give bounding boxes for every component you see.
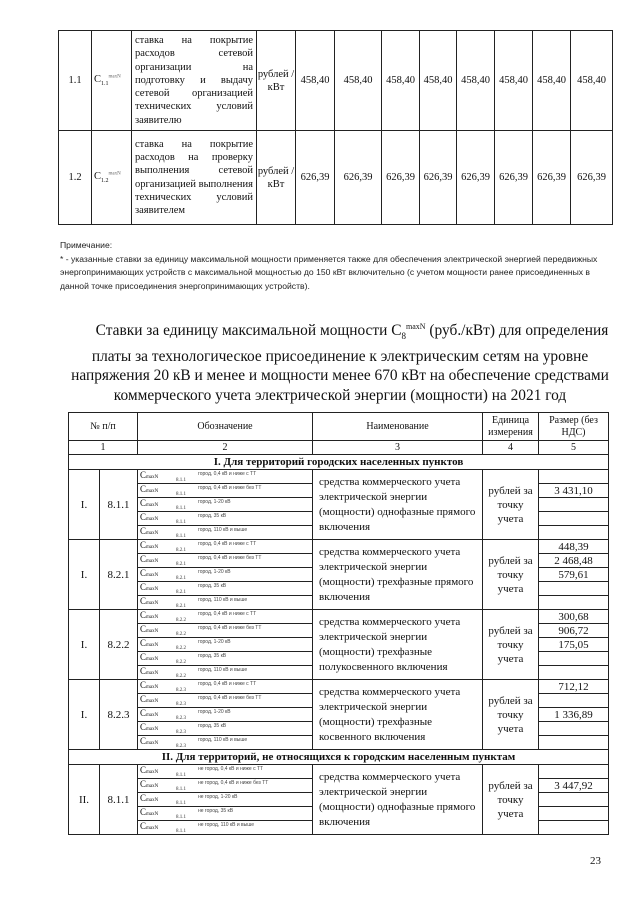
designation-cell (138, 484, 313, 498)
rate-value: 626,39 (533, 131, 571, 225)
note-heading: Примечание: (60, 240, 113, 250)
designation-cell (138, 470, 313, 484)
table-row (69, 610, 609, 624)
designation-code: 8.2.1 (176, 562, 186, 567)
size-value (539, 596, 609, 610)
designation-code: 8.2.2 (176, 646, 186, 651)
table-row (59, 31, 613, 131)
designation-code: 8.2.2 (176, 660, 186, 665)
symbol-sup: maxN (108, 74, 121, 80)
col-number: 5 (539, 441, 609, 455)
size-value: 2 468,48 (539, 554, 609, 568)
section-title: I. Для территорий городских населенных пунктов (69, 455, 609, 470)
note (60, 239, 605, 293)
designation-cell (138, 568, 313, 582)
designation-symbol (140, 498, 176, 508)
col-number: 4 (483, 441, 539, 455)
symbol-letter: C (140, 596, 147, 606)
designation-symbol (140, 638, 176, 648)
designation-label: город, 1-20 кВ (198, 639, 231, 645)
designation-cell (138, 765, 313, 779)
symbol-letter: C (140, 526, 147, 536)
table-row (69, 680, 609, 694)
designation-code: 8.2.1 (176, 604, 186, 609)
symbol-sub: 1.1 (101, 81, 109, 88)
symbol-sub: maxN (146, 770, 159, 775)
designation-code: 8.1.1 (176, 801, 186, 806)
symbol: C (94, 170, 102, 182)
rate-value: 458,40 (296, 31, 335, 131)
row-number: 1.2 (59, 131, 92, 225)
symbol-sub: maxN (146, 629, 159, 634)
designation-code: 8.2.3 (176, 688, 186, 693)
symbol-letter: C (140, 708, 147, 718)
designation-symbol (140, 807, 176, 817)
title-pre: Ставки за единицу максимальной мощности С (95, 322, 402, 340)
header-num: № п/п (69, 413, 138, 441)
table-row (69, 470, 609, 484)
designation-label: город, 0,4 кВ и ниже с ТТ (198, 681, 257, 687)
group-code: 8.2.2 (100, 610, 138, 680)
rate-description: ставка на покрытие расходов сетевой организации на подготовку и выдачу сетевой организацией технических условий заявителю (132, 31, 257, 131)
symbol-letter: C (140, 807, 147, 817)
designation-cell (138, 680, 313, 694)
symbol-sub: maxN (146, 784, 159, 789)
designation-cell (138, 540, 313, 554)
rate-value: 626,39 (382, 131, 420, 225)
size-value (539, 526, 609, 540)
symbol-letter: C (140, 498, 147, 508)
rate-description: ставка на покрытие расходов на проверку выполнения сетевой организацией выполнения технических условий заявителем (132, 131, 257, 225)
symbol-sub: maxN (146, 615, 159, 620)
symbol-letter: C (140, 638, 147, 648)
designation-cell (138, 610, 313, 624)
designation-label: город, 35 кВ (198, 583, 227, 589)
col-number: 1 (69, 441, 138, 455)
size-value (539, 807, 609, 821)
size-value (539, 498, 609, 512)
rate-unit: рублей /кВт (257, 131, 296, 225)
size-value: 3 431,10 (539, 484, 609, 498)
note-text: * - указанные ставки за единицу максимальной мощности применяется также для обеспечения электрической энергией передвижных энергопринимающих устройств с максимальной мощностью до 150 кВт включительно (с учетом мощности ранее присоединенных в данной точке присоединения энергопринимающих устройств). (60, 253, 598, 291)
designation-symbol (140, 540, 176, 550)
symbol-letter: C (140, 793, 147, 803)
designation-cell (138, 596, 313, 610)
designation-symbol (140, 779, 176, 789)
symbol-sub: maxN (146, 489, 159, 494)
size-value (539, 470, 609, 484)
metering-rates-table (68, 412, 609, 835)
designation-symbol (140, 722, 176, 732)
size-value (539, 652, 609, 666)
symbol-letter: C (140, 582, 147, 592)
designation-code: 8.2.3 (176, 730, 186, 735)
symbol-sub: maxN (146, 643, 159, 648)
col-number: 2 (138, 441, 313, 455)
group-code: 8.1.1 (100, 470, 138, 540)
designation-label: город, 0,4 кВ и ниже с ТТ (198, 541, 257, 547)
symbol-letter: C (140, 540, 147, 550)
rate-unit: рублей /кВт (257, 31, 296, 131)
group-unit: рублей за точку учета (483, 765, 539, 835)
size-value: 175,05 (539, 638, 609, 652)
section-title: II. Для территорий, не относящихся к городским населенным пунктам (69, 750, 609, 765)
designation-symbol (140, 680, 176, 690)
designation-code: 8.1.1 (176, 829, 186, 834)
symbol-sub: maxN (146, 587, 159, 592)
designation-code: 8.2.3 (176, 744, 186, 749)
designation-cell (138, 666, 313, 680)
size-value (539, 765, 609, 779)
designation-cell (138, 708, 313, 722)
symbol-letter: C (140, 484, 147, 494)
designation-label: не город, 0,4 кВ и ниже без ТТ (198, 780, 269, 786)
column-number-row (69, 441, 609, 455)
section-row (69, 750, 609, 765)
designation-label: город, 0,4 кВ и ниже без ТТ (198, 625, 262, 631)
symbol-sub: maxN (146, 475, 159, 480)
group-name: средства коммерческого учета электрической энергии (мощности) трехфазные косвенного включения (313, 680, 483, 750)
symbol-sub: maxN (146, 727, 159, 732)
symbol-letter: C (140, 722, 147, 732)
size-value (539, 666, 609, 680)
title-rest: платы за технологическое присоединение к электрическим сетям на уровне напряжения 20 кВ и менее и мощности менее 670 кВт на обеспечение средствами коммерческого учета электрической энергии (мощности) на 2021 год (71, 347, 609, 404)
designation-symbol (140, 666, 176, 676)
header-size: Размер (без НДС) (539, 413, 609, 441)
table-row (69, 540, 609, 554)
designation-cell (138, 821, 313, 835)
symbol-letter: C (140, 694, 147, 704)
title-sup: maxN (405, 322, 426, 331)
designation-label: город, 110 кВ и выше (198, 737, 248, 743)
group-name: средства коммерческого учета электрической энергии (мощности) однофазные прямого включения (313, 470, 483, 540)
size-value (539, 582, 609, 596)
designation-label: город, 0,4 кВ и ниже без ТТ (198, 485, 262, 491)
designation-symbol (140, 596, 176, 606)
table-row (59, 131, 613, 225)
size-value (539, 512, 609, 526)
designation-code: 8.2.2 (176, 618, 186, 623)
group-unit: рублей за точку учета (483, 540, 539, 610)
group-unit: рублей за точку учета (483, 470, 539, 540)
designation-symbol (140, 470, 176, 480)
symbol-sub: maxN (146, 699, 159, 704)
designation-symbol (140, 582, 176, 592)
designation-label: город, 0,4 кВ и ниже без ТТ (198, 555, 262, 561)
designation-cell (138, 694, 313, 708)
group-unit: рублей за точку учета (483, 610, 539, 680)
rate-value: 458,40 (533, 31, 571, 131)
header-unit: Единица измерения (483, 413, 539, 441)
symbol-sub: maxN (146, 503, 159, 508)
symbol-letter: C (140, 680, 147, 690)
symbol-letter: C (140, 554, 147, 564)
group-roman: I. (69, 470, 100, 540)
symbol-sup: maxN (108, 171, 121, 177)
size-value (539, 793, 609, 807)
designation-cell (138, 526, 313, 540)
rate-symbol (92, 131, 132, 225)
symbol-letter: C (140, 610, 147, 620)
designation-label: город, 35 кВ (198, 723, 227, 729)
designation-cell (138, 512, 313, 526)
designation-symbol (140, 526, 176, 536)
size-value (539, 821, 609, 835)
designation-code: 8.2.1 (176, 590, 186, 595)
symbol-sub: maxN (146, 531, 159, 536)
designation-symbol (140, 554, 176, 564)
rate-value: 458,40 (495, 31, 533, 131)
designation-code: 8.2.3 (176, 716, 186, 721)
symbol-letter: C (140, 821, 147, 831)
symbol-sub: maxN (146, 559, 159, 564)
designation-code: 8.1.1 (176, 773, 186, 778)
rate-value: 626,39 (335, 131, 382, 225)
symbol-sub: 1.2 (101, 178, 109, 185)
size-value (539, 736, 609, 750)
group-code: 8.1.1 (100, 765, 138, 835)
designation-label: город, 110 кВ и выше (198, 667, 248, 673)
designation-symbol (140, 610, 176, 620)
designation-symbol (140, 652, 176, 662)
size-value: 712,12 (539, 680, 609, 694)
symbol-letter: C (140, 652, 147, 662)
symbol-sub: maxN (146, 713, 159, 718)
size-value (539, 722, 609, 736)
designation-code: 8.2.1 (176, 576, 186, 581)
group-roman: I. (69, 610, 100, 680)
designation-label: город, 1-20 кВ (198, 499, 231, 505)
designation-label: город, 0,4 кВ и ниже без ТТ (198, 695, 262, 701)
size-value: 3 447,92 (539, 779, 609, 793)
page-number: 23 (590, 855, 601, 867)
designation-symbol (140, 512, 176, 522)
header-row (69, 413, 609, 441)
rate-symbol (92, 31, 132, 131)
designation-symbol (140, 765, 176, 775)
rate-value: 458,40 (457, 31, 495, 131)
designation-symbol (140, 568, 176, 578)
designation-label: не город, 110 кВ и выше (198, 822, 255, 828)
group-roman: II. (69, 765, 100, 835)
designation-symbol (140, 708, 176, 718)
symbol: C (94, 73, 102, 85)
symbol-sub: maxN (146, 685, 159, 690)
designation-label: не город, 1-20 кВ (198, 794, 238, 800)
symbol-sub: maxN (146, 545, 159, 550)
group-name: средства коммерческого учета электрической энергии (мощности) однофазные прямого включения (313, 765, 483, 835)
designation-cell (138, 652, 313, 666)
rate-value: 626,39 (420, 131, 457, 225)
symbol-sub: maxN (146, 798, 159, 803)
group-name: средства коммерческого учета электрической энергии (мощности) трехфазные прямого включения (313, 540, 483, 610)
designation-label: город, 1-20 кВ (198, 569, 231, 575)
group-name: средства коммерческого учета электрической энергии (мощности) трехфазные полукосвенного включения (313, 610, 483, 680)
designation-code: 8.1.1 (176, 492, 186, 497)
designation-symbol (140, 624, 176, 634)
symbol-letter: C (140, 624, 147, 634)
designation-symbol (140, 484, 176, 494)
designation-symbol (140, 694, 176, 704)
group-code: 8.2.3 (100, 680, 138, 750)
rate-value: 626,39 (457, 131, 495, 225)
designation-symbol (140, 736, 176, 746)
symbol-sub: maxN (146, 601, 159, 606)
symbol-letter: C (140, 765, 147, 775)
size-value: 906,72 (539, 624, 609, 638)
designation-label: город, 110 кВ и выше (198, 597, 248, 603)
designation-label: город, 35 кВ (198, 513, 227, 519)
designation-code: 8.1.1 (176, 534, 186, 539)
symbol-sub: maxN (146, 741, 159, 746)
designation-code: 8.2.2 (176, 632, 186, 637)
group-roman: I. (69, 680, 100, 750)
size-value: 579,61 (539, 568, 609, 582)
symbol-sub: maxN (146, 671, 159, 676)
designation-label: город, 0,4 кВ и ниже с ТТ (198, 471, 257, 477)
rate-value: 626,39 (495, 131, 533, 225)
designation-cell (138, 807, 313, 821)
rate-value: 458,40 (571, 31, 613, 131)
designation-code: 8.1.1 (176, 478, 186, 483)
designation-cell (138, 722, 313, 736)
designation-label: город, 35 кВ (198, 653, 227, 659)
designation-code: 8.1.1 (176, 787, 186, 792)
designation-label: не город, 0,4 кВ и ниже с ТТ (198, 766, 264, 772)
designation-code: 8.2.1 (176, 548, 186, 553)
designation-label: город, 110 кВ и выше (198, 527, 248, 533)
symbol-sub: maxN (146, 573, 159, 578)
rates-table-top (58, 30, 613, 225)
header-name: Наименование (313, 413, 483, 441)
group-code: 8.2.1 (100, 540, 138, 610)
rate-value: 458,40 (420, 31, 457, 131)
designation-cell (138, 582, 313, 596)
row-number: 1.1 (59, 31, 92, 131)
title-sub: 8 (401, 331, 406, 342)
table-row (69, 765, 609, 779)
group-unit: рублей за точку учета (483, 680, 539, 750)
symbol-letter: C (140, 666, 147, 676)
designation-symbol (140, 793, 176, 803)
designation-cell (138, 624, 313, 638)
designation-code: 8.1.1 (176, 815, 186, 820)
rate-value: 458,40 (382, 31, 420, 131)
symbol-letter: C (140, 512, 147, 522)
designation-label: не город, 35 кВ (198, 808, 234, 814)
size-value (539, 694, 609, 708)
designation-code: 8.1.1 (176, 506, 186, 511)
designation-code: 8.1.1 (176, 520, 186, 525)
rate-value: 626,39 (571, 131, 613, 225)
symbol-letter: C (140, 568, 147, 578)
designation-cell (138, 638, 313, 652)
designation-cell (138, 736, 313, 750)
size-value: 1 336,89 (539, 708, 609, 722)
symbol-sub: maxN (146, 826, 159, 831)
symbol-letter: C (140, 470, 147, 480)
header-designation: Обозначение (138, 413, 313, 441)
designation-label: город, 0,4 кВ и ниже с ТТ (198, 611, 257, 617)
designation-cell (138, 554, 313, 568)
title-post: (руб./кВт) для определения (425, 322, 609, 340)
designation-cell (138, 793, 313, 807)
symbol-letter: C (140, 779, 147, 789)
size-value: 300,68 (539, 610, 609, 624)
rate-value: 458,40 (335, 31, 382, 131)
symbol-sub: maxN (146, 812, 159, 817)
designation-cell (138, 779, 313, 793)
symbol-sub: maxN (146, 517, 159, 522)
designation-label: город, 1-20 кВ (198, 709, 231, 715)
group-roman: I. (69, 540, 100, 610)
designation-cell (138, 498, 313, 512)
rate-value: 626,39 (296, 131, 335, 225)
symbol-letter: C (140, 736, 147, 746)
col-number: 3 (313, 441, 483, 455)
designation-code: 8.2.3 (176, 702, 186, 707)
section-row (69, 455, 609, 470)
size-value: 448,39 (539, 540, 609, 554)
symbol-sub: maxN (146, 657, 159, 662)
designation-symbol (140, 821, 176, 831)
designation-code: 8.2.2 (176, 674, 186, 679)
section-title (60, 317, 620, 405)
